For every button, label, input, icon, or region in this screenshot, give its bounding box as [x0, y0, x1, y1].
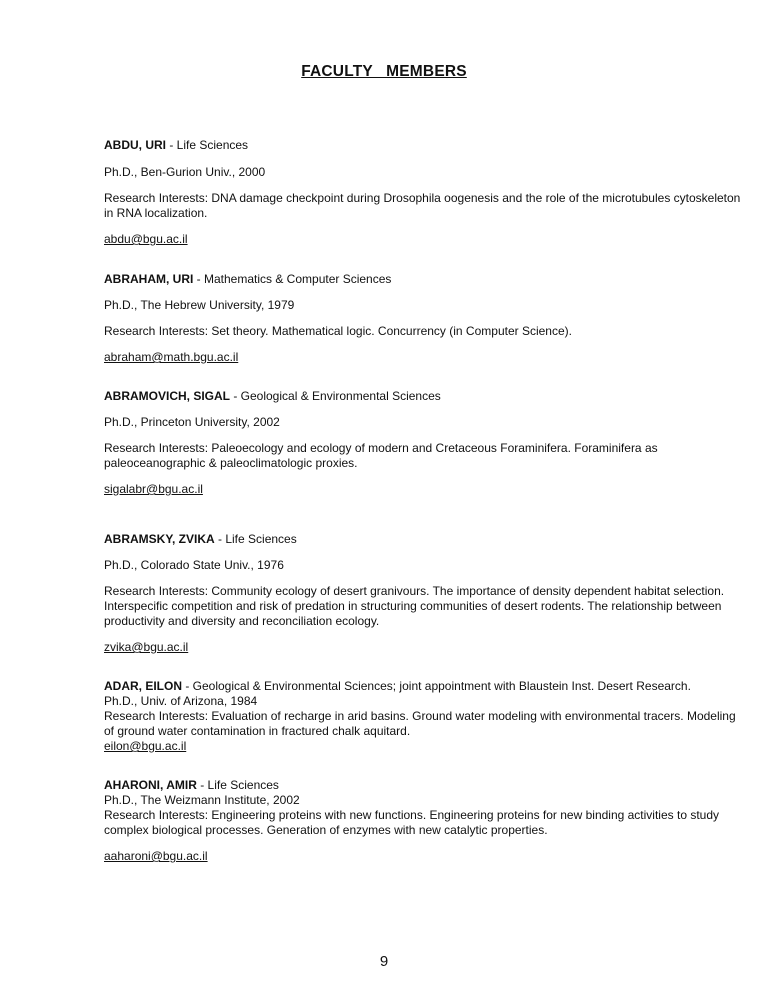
member-name: ABRAHAM, URI — [104, 272, 194, 286]
member-degree: Ph.D., Univ. of Arizona, 1984 — [104, 694, 258, 708]
member-research-line: of ground water contamination in fractured chalk aquitard. — [104, 724, 411, 738]
member-department: - Life Sciences — [166, 138, 249, 152]
member-heading — [104, 138, 764, 153]
member-department: - Life Sciences — [196, 778, 279, 792]
member-name: ABDU, URI — [104, 138, 166, 152]
member-heading — [104, 389, 764, 404]
member-email-link[interactable]: eilon@bgu.ac.il — [104, 739, 187, 753]
member-research-line: Interspecific competition and risk of predation in structuring communities of desert rodents. The relationship between — [104, 599, 722, 613]
member-degree: Ph.D., Colorado State Univ., 1976 — [104, 558, 284, 572]
member-email-link[interactable]: abdu@bgu.ac.il — [104, 232, 188, 246]
member-department: - Life Sciences — [214, 532, 297, 546]
member-heading — [104, 532, 764, 547]
member-heading — [104, 679, 764, 694]
member-degree: Ph.D., Princeton University, 2002 — [104, 415, 280, 429]
page-title: FACULTY MEMBERS — [301, 63, 467, 80]
member-name: ADAR, EILON — [104, 679, 182, 693]
member-degree: Ph.D., Ben-Gurion Univ., 2000 — [104, 165, 266, 179]
member-email-link[interactable]: zvika@bgu.ac.il — [104, 640, 189, 654]
member-heading — [104, 272, 764, 287]
member-research-line: in RNA localization. — [104, 206, 208, 220]
member-email-link[interactable]: sigalabr@bgu.ac.il — [104, 482, 203, 496]
member-research-line: Research Interests: Paleoecology and ecology of modern and Cretaceous Foraminifera. Foraminifera as — [104, 441, 658, 455]
member-degree: Ph.D., The Weizmann Institute, 2002 — [104, 793, 300, 807]
member-research-line: Research Interests: Community ecology of desert granivours. The importance of density dependent habitat selection. — [104, 584, 725, 598]
member-research-line: Research Interests: DNA damage checkpoint during Drosophila oogenesis and the role of the microtubules cytoskeleton — [104, 191, 741, 205]
member-research-line: Research Interests: Engineering proteins with new functions. Engineering proteins for new binding activities to study — [104, 808, 720, 822]
member-research-line: paleoceanographic & paleoclimatologic proxies. — [104, 456, 358, 470]
member-research-line: complex biological processes. Generation of enzymes with new catalytic properties. — [104, 823, 548, 837]
member-research-line: Research Interests: Evaluation of recharge in arid basins. Ground water modeling with environmental tracers. Modeling — [104, 709, 736, 723]
member-email-link[interactable]: abraham@math.bgu.ac.il — [104, 350, 239, 364]
member-name: ABRAMSKY, ZVIKA — [104, 532, 215, 546]
member-research-line: Research Interests: Set theory. Mathematical logic. Concurrency (in Computer Science). — [104, 324, 572, 338]
member-name: ABRAMOVICH, SIGAL — [104, 389, 230, 403]
member-department: - Geological & Environmental Sciences — [230, 389, 441, 403]
page-number: 9 — [379, 953, 389, 970]
member-name: AHARONI, AMIR — [104, 778, 197, 792]
member-degree: Ph.D., The Hebrew University, 1979 — [104, 298, 295, 312]
member-research-line: productivity and diversity and reconciliation ecology. — [104, 614, 380, 628]
member-department: - Mathematics & Computer Sciences — [193, 272, 392, 286]
member-department: - Geological & Environmental Sciences; joint appointment with Blaustein Inst. Desert Research. — [182, 679, 691, 693]
member-email-link[interactable]: aaharoni@bgu.ac.il — [104, 849, 208, 863]
member-heading — [104, 778, 764, 793]
